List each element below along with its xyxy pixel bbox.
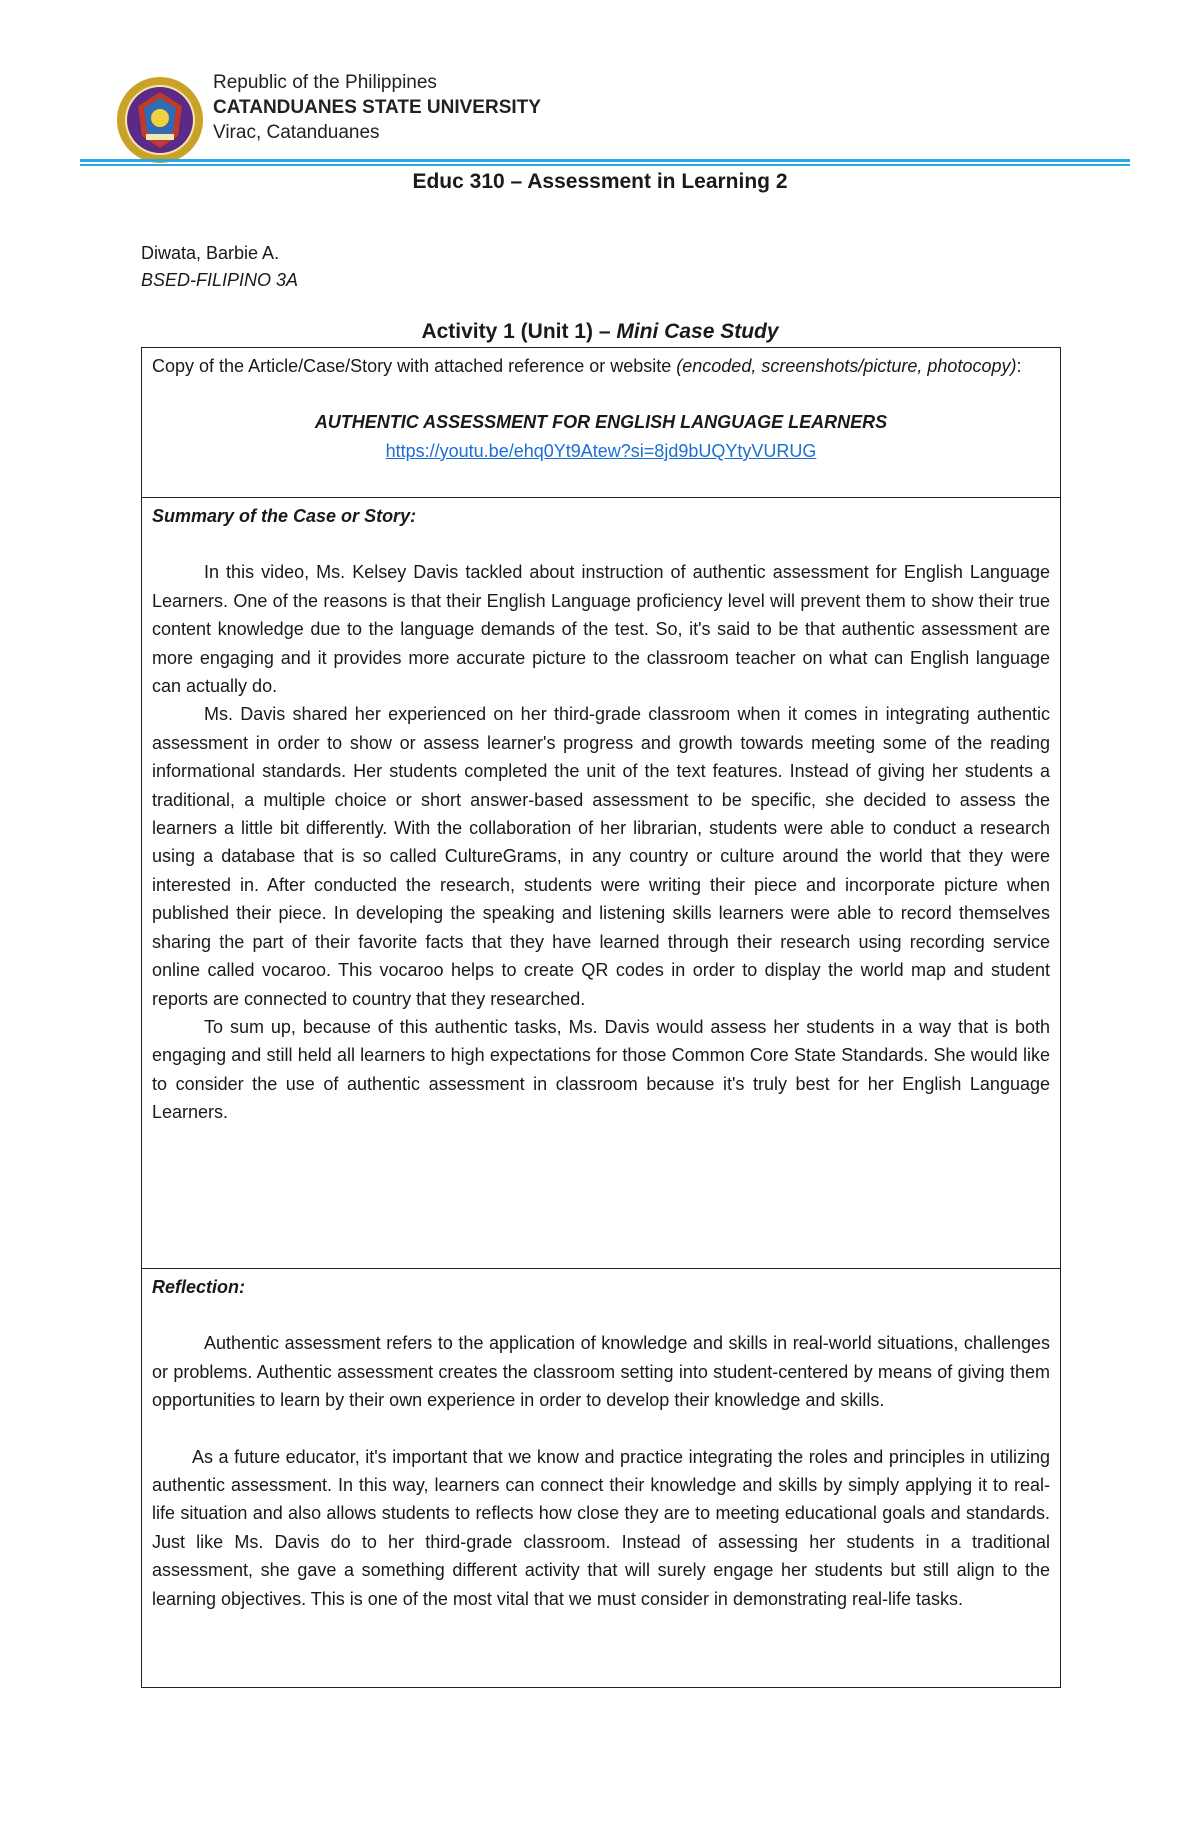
activity-title-prefix: Activity 1 (Unit 1) – bbox=[421, 320, 617, 343]
header-rule-secondary bbox=[80, 164, 1130, 166]
reflection-paragraph: As a future educator, it's important that we know and practice integrating the roles and principles in utilizing authentic assessment. In this way, learners can connect their knowledge and skills by simply applying it to real-life situation and also allows students to reflects how close they are to meeting educational goals and standards. Just like Ms. Davis do to her third-grade classroom. Instead of assessing her students in a traditional assessment, she gave a something different activity that will surely engage her students but still align to the learning objectives. This is one of the most vital that we must consider in demonstrating real-life tasks. bbox=[152, 1446, 1050, 1609]
spacer bbox=[152, 1301, 1050, 1329]
university-location: Virac, Catanduanes bbox=[213, 122, 380, 143]
course-title: Educ 310 – Assessment in Learning 2 bbox=[412, 170, 788, 193]
summary-paragraph: To sum up, because of this authentic tasks, Ms. Davis would assess her students in a way that is both engaging and still held all learners to high expectations for those Common Core State Standards. She would like to consider the use of authentic assessment in classroom because it's truly best for her English Language Learners. bbox=[152, 1016, 1050, 1123]
reflection-paragraph: Authentic assessment refers to the application of knowledge and skills in real-world situations, challenges or problems. Authentic assessment creates the classroom setting into student-centered by means of giving them opportunities to learn by their own experience in order to develop their knowledge and skills. bbox=[152, 1333, 1050, 1411]
article-link[interactable]: https://youtu.be/ehq0Yt9Atew?si=8jd9bUQYtyVURUG bbox=[385, 440, 817, 461]
intro-italic-text: (encoded, screenshots/picture, photocopy) bbox=[676, 356, 1017, 376]
university-name: CATANDUANES STATE UNIVERSITY bbox=[213, 97, 541, 118]
reflection-cell bbox=[142, 1269, 1060, 1687]
activity-title bbox=[0, 320, 1200, 344]
spacer bbox=[152, 380, 1050, 408]
article-title: AUTHENTIC ASSESSMENT FOR ENGLISH LANGUAGE LEARNERS bbox=[314, 412, 888, 433]
summary-paragraph: Ms. Davis shared her experienced on her third-grade classroom when it comes in integrating authentic assessment in order to show or assess learner's progress and growth towards meeting some of the reading informational standards. Her students completed the unit of the text features. Instead of giving her students a traditional, a multiple choice or short answer-based assessment to be specific, she decided to assess the learners a little bit differently. With the collaboration of her librarian, students were able to conduct a research using a database that is so called CultureGrams, in any country or culture around the world that they were interested in. After conducted the research, students were writing their piece and incorporate picture when published their piece. In developing the speaking and listening skills learners were able to record themselves sharing the part of their favorite facts that they have learned through their research using recording service online called vocaroo. This vocaroo helps to create QR codes in order to display the world map and student reports are connected to country that they researched. bbox=[152, 704, 1050, 1009]
university-seal-logo bbox=[116, 76, 204, 164]
student-name: Diwata, Barbie A. bbox=[141, 243, 280, 263]
reflection-heading: Reflection: bbox=[152, 1277, 246, 1297]
spacer bbox=[152, 530, 1050, 558]
student-info bbox=[141, 240, 298, 294]
student-program: BSED-FILIPINO 3A bbox=[141, 270, 299, 290]
country-line: Republic of the Philippines bbox=[213, 72, 437, 93]
university-header bbox=[213, 70, 541, 145]
article-copy-cell bbox=[142, 348, 1060, 498]
activity-title-emphasis: Mini Case Study bbox=[616, 320, 779, 343]
intro-text: Copy of the Article/Case/Story with attached reference or website bbox=[152, 356, 677, 376]
spacer bbox=[152, 1415, 1050, 1443]
article-link-row bbox=[152, 437, 1050, 465]
intro-end: : bbox=[1016, 356, 1022, 376]
case-study-table bbox=[141, 347, 1061, 1688]
summary-cell bbox=[142, 498, 1060, 1269]
summary-paragraph: In this video, Ms. Kelsey Davis tackled about instruction of authentic assessment for English Language Learners. One of the reasons is that their English Language proficiency level will prevent them to show their true content knowledge due to the language demands of the test. So, it's said to be that authentic assessment are more engaging and it provides more accurate picture to the classroom teacher on what can English language can actually do. bbox=[152, 562, 1050, 697]
article-copy-intro bbox=[152, 352, 1050, 380]
header-rule bbox=[80, 159, 1130, 162]
summary-heading: Summary of the Case or Story: bbox=[152, 506, 417, 526]
